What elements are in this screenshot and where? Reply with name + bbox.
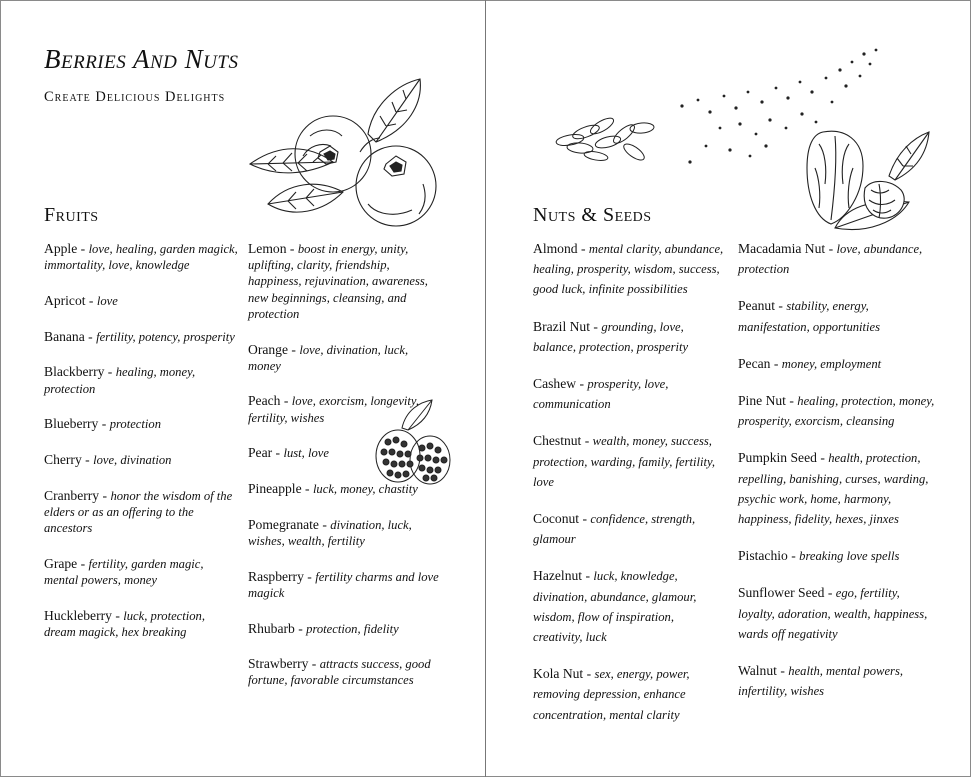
- page-subtitle: Create Delicious Delights: [44, 89, 226, 105]
- nut-entry: Coconut - confidence, strength, glamour: [533, 511, 696, 547]
- blueberry-illustration: [248, 74, 438, 234]
- nut-entry: Pumpkin Seed - health, protection, repelling, banishing, curses, warding, psychic work, home, harmony, happiness, fidelity, hexes, jinxes: [738, 450, 929, 527]
- raspberry-illustration: [372, 398, 454, 496]
- nut-entry: Sunflower Seed - ego, fertility, loyalty, adoration, wealth, happiness, wards off negativity: [738, 585, 928, 641]
- nuts-column-right: [738, 239, 938, 718]
- fruit-entry: Pomegranate - divination, luck, wishes, wealth, fertility: [248, 516, 412, 548]
- fruit-entry: Pear - lust, love: [248, 445, 329, 461]
- pecan-illustration: [805, 128, 933, 234]
- fruit-entry: Orange - love, divination, luck, money: [248, 341, 409, 373]
- fruit-entry: Apricot - love: [44, 292, 118, 308]
- fruits-column-left: [44, 241, 239, 660]
- fruit-entry: Blackberry - healing, money, protection: [44, 364, 196, 396]
- nut-entry: Pecan - money, employment: [738, 355, 882, 371]
- fruits-heading: Fruits: [44, 204, 99, 226]
- nut-entry: Pistachio - breaking love spells: [738, 548, 900, 564]
- fruit-entry: Cherry - love, divination: [44, 451, 172, 467]
- fruit-entry: Rhubarb - protection, fidelity: [248, 620, 399, 636]
- fruit-entry: Huckleberry - luck, protection, dream magick, hex breaking: [44, 607, 205, 639]
- fruit-entry: Pineapple - luck, money, chastity: [248, 481, 418, 497]
- nut-entry: Hazelnut - luck, knowledge, divination, abundance, glamour, wisdom, flow of inspiration, creativity, luck: [533, 568, 697, 645]
- nut-entry: Chestnut - wealth, money, success, protection, warding, family, fertility, love: [533, 433, 716, 489]
- nut-entry: Macadamia Nut - love, abundance, protection: [738, 241, 923, 277]
- fruit-entry: Raspberry - fertility charms and love magick: [248, 568, 439, 600]
- nut-entry: Walnut - health, mental powers, infertility, wishes: [738, 663, 903, 699]
- fruit-entry: Strawberry - attracts success, good fortune, favorable circumstances: [248, 656, 431, 688]
- page-title: Berries And Nuts: [44, 44, 239, 74]
- fruit-entry: Grape - fertility, garden magic, mental powers, money: [44, 555, 204, 587]
- nut-entry: Almond - mental clarity, abundance, healing, prosperity, wisdom, success, good luck, infinite possibilities: [533, 241, 724, 297]
- nut-entry: Peanut - stability, energy, manifestation, opportunities: [738, 298, 881, 334]
- nut-entry: Cashew - prosperity, love, communication: [533, 376, 669, 412]
- nuts-column-left: [533, 239, 725, 742]
- nut-entry: Pine Nut - healing, protection, money, prosperity, exorcism, cleansing: [738, 393, 935, 429]
- nut-entry: Kola Nut - sex, energy, power, removing depression, enhance concentration, mental clarity: [533, 666, 690, 722]
- fruit-entry: Apple - love, healing, garden magick, immortality, love, knowledge: [44, 241, 238, 273]
- page-gutter: [485, 0, 486, 777]
- fruit-entry: Banana - fertility, potency, prosperity: [44, 328, 235, 344]
- nut-entry: Brazil Nut - grounding, love, balance, protection, prosperity: [533, 318, 689, 354]
- fruit-entry: Lemon - boost in energy, unity, uplifting, clarity, friendship, happiness, rejuvination, awareness, new beginnings, cleansing, and protection: [248, 241, 428, 321]
- fruit-entry: Cranberry - honor the wisdom of the elders or as an offering to the ancestors: [44, 487, 233, 536]
- fruit-entry: Peach - love, exorcism, longevity, fertility, wishes: [248, 393, 419, 425]
- fruit-entry: Blueberry - protection: [44, 416, 161, 432]
- nuts-heading: Nuts & Seeds: [533, 204, 652, 226]
